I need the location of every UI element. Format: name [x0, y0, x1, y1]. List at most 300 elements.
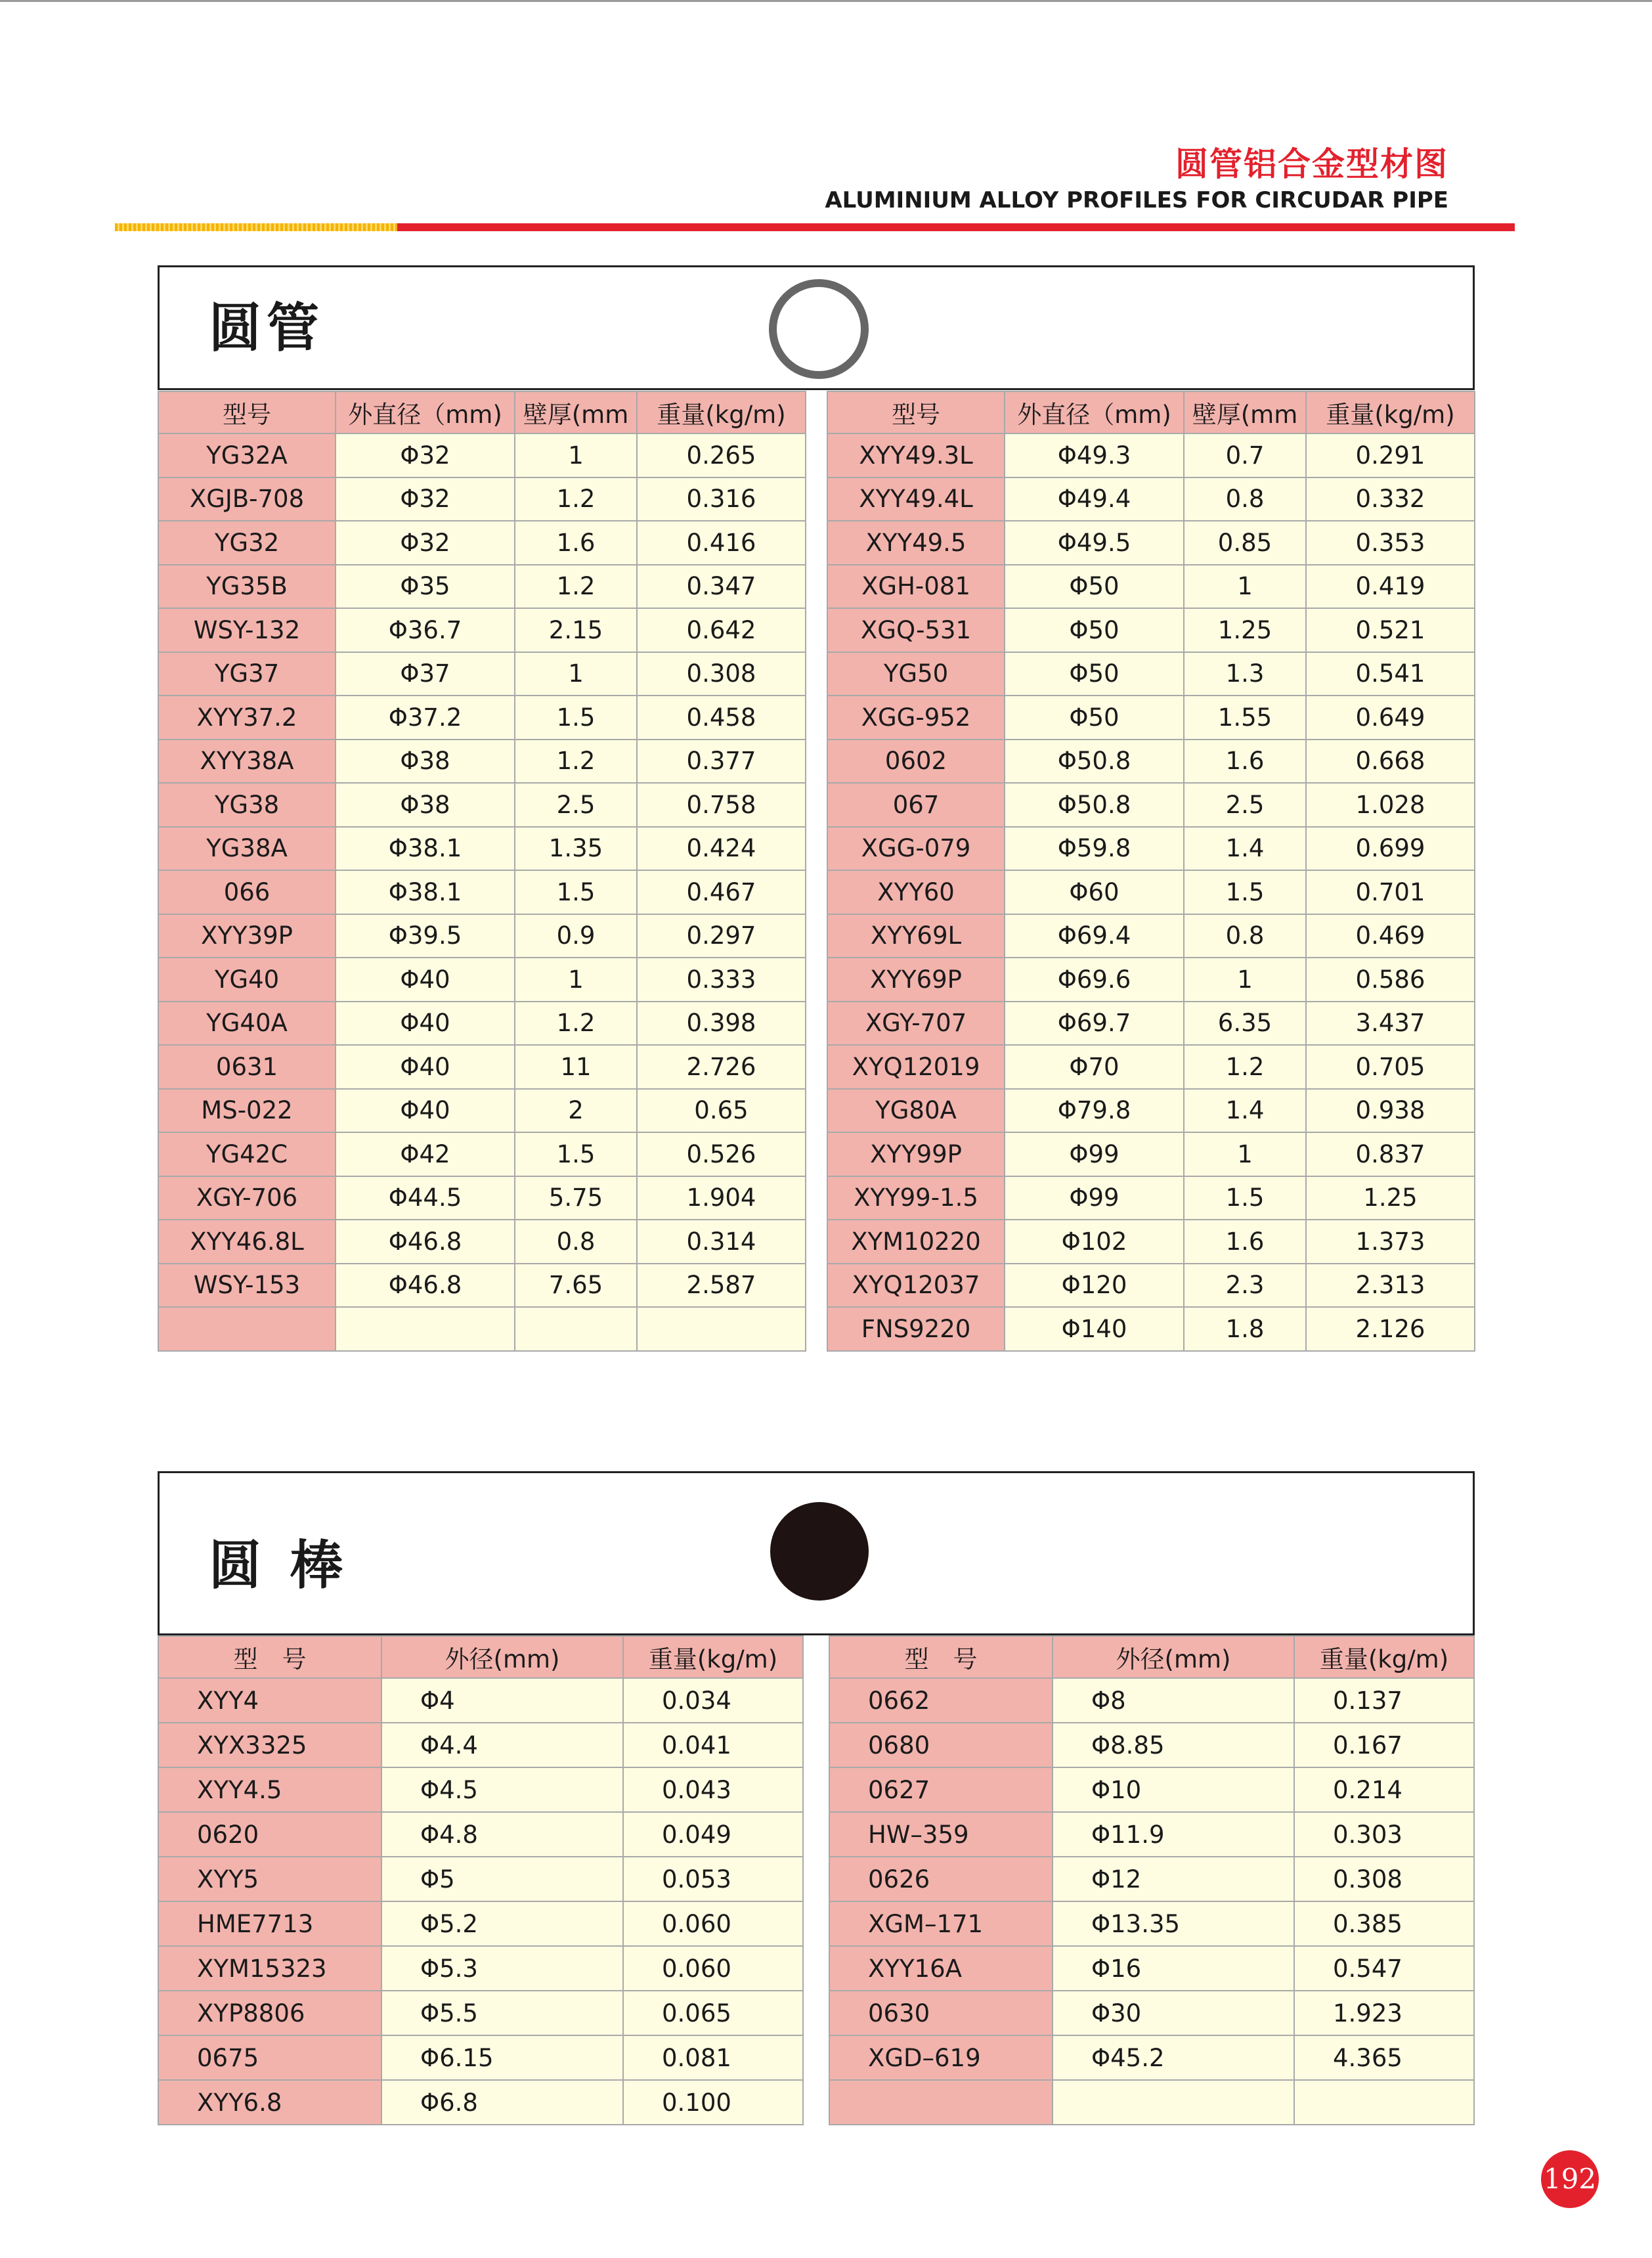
value-cell: 1.373 [1306, 1220, 1475, 1264]
value-cell: Φ38 [336, 740, 515, 784]
table-row [827, 914, 1475, 958]
value-cell: 1 [1184, 958, 1306, 1002]
model-cell: YG32A [158, 433, 336, 477]
value-cell: Φ6.15 [381, 2035, 623, 2080]
value-cell: Φ46.8 [336, 1220, 515, 1264]
value-cell: 0.758 [637, 783, 806, 827]
model-cell: YG50 [827, 652, 1005, 696]
pipe-table-left [158, 391, 806, 1352]
value-cell: 0.385 [1294, 1901, 1474, 1946]
model-cell: XYY38A [158, 740, 336, 784]
value-cell: Φ40 [336, 1045, 515, 1089]
column-header: 重量(kg/m) [623, 1636, 803, 1678]
table-row [827, 1045, 1475, 1089]
value-cell: Φ5.2 [381, 1901, 623, 1946]
table-row [827, 1176, 1475, 1220]
table-row [158, 958, 806, 1002]
model-cell: HME7713 [158, 1901, 381, 1946]
value-cell: 0.547 [1294, 1946, 1474, 1991]
table-row [827, 740, 1475, 784]
value-cell: 1 [1184, 1132, 1306, 1176]
value-cell: 2.126 [1306, 1307, 1475, 1351]
value-cell: Φ79.8 [1005, 1089, 1184, 1133]
value-cell: Φ38.1 [336, 870, 515, 914]
table-row [827, 783, 1475, 827]
model-cell: XYY5 [158, 1857, 381, 1901]
table-row [827, 1220, 1475, 1264]
value-cell: 0.586 [1306, 958, 1475, 1002]
value-cell: Φ69.4 [1005, 914, 1184, 958]
column-header: 型号 [158, 391, 336, 433]
value-cell: 0.699 [1306, 827, 1475, 871]
table-row [158, 1946, 803, 1991]
value-cell: 0.701 [1306, 870, 1475, 914]
value-cell: 0.060 [623, 1901, 803, 1946]
value-cell: Φ4 [381, 1678, 623, 1723]
value-cell: 0.034 [623, 1678, 803, 1723]
table-row [158, 827, 806, 871]
column-header: 外直径（mm) [1005, 391, 1184, 433]
model-cell: XYY69P [827, 958, 1005, 1002]
bar-section-title: 圆 棒 [209, 1535, 348, 1596]
value-cell: 0.467 [637, 870, 806, 914]
value-cell: 0.308 [637, 652, 806, 696]
header-divider-bar [115, 223, 1515, 231]
table-header-row [829, 1636, 1474, 1678]
value-cell: 0.167 [1294, 1723, 1474, 1767]
value-cell: 1.55 [1184, 696, 1306, 740]
top-rule [0, 0, 1652, 2]
value-cell: 6.35 [1184, 1002, 1306, 1046]
table-row [827, 1264, 1475, 1308]
value-cell: 1.35 [515, 827, 637, 871]
value-cell: 0.8 [515, 1220, 637, 1264]
value-cell: 1.4 [1184, 827, 1306, 871]
value-cell: Φ37.2 [336, 696, 515, 740]
value-cell: Φ50.8 [1005, 783, 1184, 827]
value-cell: 0.8 [1184, 477, 1306, 521]
table-row [827, 827, 1475, 871]
value-cell: Φ102 [1005, 1220, 1184, 1264]
table-row [158, 783, 806, 827]
table-row [158, 740, 806, 784]
table-row [829, 2080, 1474, 2125]
value-cell: Φ32 [336, 521, 515, 565]
pipe-table-right [827, 391, 1475, 1352]
value-cell: 1.4 [1184, 1089, 1306, 1133]
table-row [827, 1307, 1475, 1351]
value-cell: Φ37 [336, 652, 515, 696]
value-cell: 1.5 [1184, 870, 1306, 914]
value-cell: Φ36.7 [336, 608, 515, 652]
value-cell: 1 [515, 958, 637, 1002]
model-cell: XYY4 [158, 1678, 381, 1723]
value-cell: 1 [515, 433, 637, 477]
value-cell: Φ49.5 [1005, 521, 1184, 565]
value-cell: 1 [515, 652, 637, 696]
value-cell: 0.649 [1306, 696, 1475, 740]
model-cell: YG37 [158, 652, 336, 696]
bar-table-left [158, 1635, 804, 2125]
value-cell: Φ13.35 [1053, 1901, 1294, 1946]
table-row [158, 1857, 803, 1901]
value-cell: 0.7 [1184, 433, 1306, 477]
model-cell: 0620 [158, 1812, 381, 1857]
table-row [829, 1857, 1474, 1901]
model-cell: XYM15323 [158, 1946, 381, 1991]
value-cell: 0.137 [1294, 1678, 1474, 1723]
model-cell: XYY49.4L [827, 477, 1005, 521]
value-cell: 2.726 [637, 1045, 806, 1089]
value-cell: 1.028 [1306, 783, 1475, 827]
table-header-row [158, 1636, 803, 1678]
value-cell: 1 [1184, 565, 1306, 609]
value-cell: Φ38.1 [336, 827, 515, 871]
table-row [158, 652, 806, 696]
value-cell: Φ6.8 [381, 2080, 623, 2125]
table-row [827, 521, 1475, 565]
table-row [827, 1089, 1475, 1133]
table-row [158, 870, 806, 914]
value-cell: 0.314 [637, 1220, 806, 1264]
column-header: 外径(mm) [1053, 1636, 1294, 1678]
value-cell: Φ50 [1005, 696, 1184, 740]
model-cell: YG80A [827, 1089, 1005, 1133]
model-cell: XYY16A [829, 1946, 1053, 1991]
value-cell: 2.587 [637, 1264, 806, 1308]
value-cell: Φ4.4 [381, 1723, 623, 1767]
value-cell: Φ35 [336, 565, 515, 609]
value-cell: 0.065 [623, 1991, 803, 2035]
model-cell [158, 1307, 336, 1351]
column-header: 重量(kg/m) [1306, 391, 1475, 433]
model-cell: XYM10220 [827, 1220, 1005, 1264]
value-cell: Φ70 [1005, 1045, 1184, 1089]
table-row [158, 477, 806, 521]
page-title-en: ALUMINIUM ALLOY PROFILES FOR CIRCUDAR PIPE [825, 187, 1448, 213]
model-cell: MS-022 [158, 1089, 336, 1133]
value-cell: 1.8 [1184, 1307, 1306, 1351]
table-header-row [158, 391, 806, 433]
pipe-section-header [158, 265, 1475, 390]
bar-section-header [158, 1471, 1475, 1635]
value-cell: 0.424 [637, 827, 806, 871]
model-cell: WSY-132 [158, 608, 336, 652]
model-cell: XYY99-1.5 [827, 1176, 1005, 1220]
model-cell: 0675 [158, 2035, 381, 2080]
model-cell: XYY99P [827, 1132, 1005, 1176]
model-cell: XYY49.3L [827, 433, 1005, 477]
value-cell: 1.2 [515, 1002, 637, 1046]
value-cell: 0.214 [1294, 1767, 1474, 1812]
value-cell: Φ5.3 [381, 1946, 623, 1991]
table-row [158, 1307, 806, 1351]
value-cell: 1.6 [515, 521, 637, 565]
value-cell: 1.25 [1184, 608, 1306, 652]
pipe-section-title: 圆管 [209, 298, 324, 359]
value-cell: 0.9 [515, 914, 637, 958]
value-cell: Φ60 [1005, 870, 1184, 914]
value-cell: 0.053 [623, 1857, 803, 1901]
column-header: 壁厚(mm [1184, 391, 1306, 433]
model-cell: XYY4.5 [158, 1767, 381, 1812]
value-cell: 2 [515, 1089, 637, 1133]
hollow-pipe-icon [769, 279, 869, 379]
model-cell [829, 2080, 1053, 2125]
column-header: 外径(mm) [381, 1636, 623, 1678]
table-row [158, 914, 806, 958]
value-cell: 2.5 [515, 783, 637, 827]
column-header: 重量(kg/m) [1294, 1636, 1474, 1678]
value-cell: Φ50 [1005, 652, 1184, 696]
value-cell: Φ42 [336, 1132, 515, 1176]
table-row [827, 1002, 1475, 1046]
model-cell: 066 [158, 870, 336, 914]
model-cell: XGM–171 [829, 1901, 1053, 1946]
value-cell: Φ50 [1005, 565, 1184, 609]
value-cell: 4.365 [1294, 2035, 1474, 2080]
value-cell: Φ140 [1005, 1307, 1184, 1351]
value-cell: 0.8 [1184, 914, 1306, 958]
value-cell: Φ32 [336, 477, 515, 521]
header-dotted-segment [115, 223, 397, 231]
value-cell: Φ8.85 [1053, 1723, 1294, 1767]
model-cell: 0662 [829, 1678, 1053, 1723]
table-row [827, 565, 1475, 609]
value-cell: 7.65 [515, 1264, 637, 1308]
model-cell: HW–359 [829, 1812, 1053, 1857]
solid-bar-icon [770, 1502, 869, 1601]
value-cell: Φ99 [1005, 1176, 1184, 1220]
value-cell: 0.347 [637, 565, 806, 609]
value-cell: Φ11.9 [1053, 1812, 1294, 1857]
value-cell: 0.308 [1294, 1857, 1474, 1901]
value-cell: Φ4.5 [381, 1767, 623, 1812]
model-cell: 0630 [829, 1991, 1053, 2035]
value-cell: 0.316 [637, 477, 806, 521]
model-cell: XGD–619 [829, 2035, 1053, 2080]
value-cell [336, 1307, 515, 1351]
value-cell: 0.332 [1306, 477, 1475, 521]
model-cell: 0602 [827, 740, 1005, 784]
value-cell: Φ69.6 [1005, 958, 1184, 1002]
value-cell: Φ44.5 [336, 1176, 515, 1220]
model-cell: XYP8806 [158, 1991, 381, 2035]
table-row [158, 1220, 806, 1264]
value-cell: 1.5 [1184, 1176, 1306, 1220]
value-cell: Φ30 [1053, 1991, 1294, 2035]
value-cell: 0.049 [623, 1812, 803, 1857]
model-cell: 067 [827, 783, 1005, 827]
value-cell: 2.313 [1306, 1264, 1475, 1308]
table-row [158, 1678, 803, 1723]
value-cell: Φ40 [336, 1002, 515, 1046]
table-row [829, 1723, 1474, 1767]
table-row [829, 1946, 1474, 1991]
value-cell: 0.541 [1306, 652, 1475, 696]
value-cell: 0.521 [1306, 608, 1475, 652]
value-cell: 1.5 [515, 1132, 637, 1176]
bar-table-right [829, 1635, 1475, 2125]
value-cell: 2.15 [515, 608, 637, 652]
value-cell: Φ4.8 [381, 1812, 623, 1857]
value-cell: 0.265 [637, 433, 806, 477]
value-cell: 0.377 [637, 740, 806, 784]
value-cell: Φ32 [336, 433, 515, 477]
value-cell [515, 1307, 637, 1351]
value-cell: Φ40 [336, 958, 515, 1002]
value-cell: 0.526 [637, 1132, 806, 1176]
model-cell: FNS9220 [827, 1307, 1005, 1351]
model-cell: XGY-707 [827, 1002, 1005, 1046]
model-cell: XYY6.8 [158, 2080, 381, 2125]
table-row [827, 477, 1475, 521]
value-cell: Φ59.8 [1005, 827, 1184, 871]
value-cell: 0.043 [623, 1767, 803, 1812]
table-row [158, 1132, 806, 1176]
table-row [158, 433, 806, 477]
table-row [827, 608, 1475, 652]
value-cell: Φ69.7 [1005, 1002, 1184, 1046]
table-row [158, 2080, 803, 2125]
value-cell: Φ46.8 [336, 1264, 515, 1308]
value-cell: 11 [515, 1045, 637, 1089]
table-row [158, 1901, 803, 1946]
model-cell: XYQ12037 [827, 1264, 1005, 1308]
column-header: 型 号 [158, 1636, 381, 1678]
value-cell: 0.837 [1306, 1132, 1475, 1176]
value-cell: 1.2 [1184, 1045, 1306, 1089]
value-cell: Φ39.5 [336, 914, 515, 958]
table-row [829, 1678, 1474, 1723]
value-cell: 0.642 [637, 608, 806, 652]
value-cell: Φ12 [1053, 1857, 1294, 1901]
model-cell: XGH-081 [827, 565, 1005, 609]
table-row [827, 870, 1475, 914]
table-row [829, 1812, 1474, 1857]
model-cell: YG35B [158, 565, 336, 609]
table-row [827, 958, 1475, 1002]
value-cell: 0.060 [623, 1946, 803, 1991]
model-cell: XYY39P [158, 914, 336, 958]
value-cell: Φ5 [381, 1857, 623, 1901]
value-cell: Φ49.4 [1005, 477, 1184, 521]
value-cell: 2.3 [1184, 1264, 1306, 1308]
model-cell: XGY-706 [158, 1176, 336, 1220]
value-cell: 5.75 [515, 1176, 637, 1220]
value-cell: Φ45.2 [1053, 2035, 1294, 2080]
column-header: 型 号 [829, 1636, 1053, 1678]
value-cell: Φ50.8 [1005, 740, 1184, 784]
value-cell: Φ16 [1053, 1946, 1294, 1991]
table-row [158, 1991, 803, 2035]
column-header: 外直径（mm) [336, 391, 515, 433]
value-cell: Φ10 [1053, 1767, 1294, 1812]
value-cell [1053, 2080, 1294, 2125]
value-cell: 0.65 [637, 1089, 806, 1133]
value-cell: 1.3 [1184, 652, 1306, 696]
value-cell: Φ5.5 [381, 1991, 623, 2035]
value-cell [1294, 2080, 1474, 2125]
table-row [829, 1767, 1474, 1812]
model-cell: XYY46.8L [158, 1220, 336, 1264]
model-cell: 0627 [829, 1767, 1053, 1812]
model-cell: YG38 [158, 783, 336, 827]
table-row [158, 521, 806, 565]
model-cell: YG38A [158, 827, 336, 871]
model-cell: XYX3325 [158, 1723, 381, 1767]
model-cell: 0631 [158, 1045, 336, 1089]
model-cell: YG42C [158, 1132, 336, 1176]
value-cell: Φ38 [336, 783, 515, 827]
value-cell: 0.100 [623, 2080, 803, 2125]
value-cell: 0.398 [637, 1002, 806, 1046]
value-cell: 1.5 [515, 696, 637, 740]
value-cell: 0.303 [1294, 1812, 1474, 1857]
table-row [158, 2035, 803, 2080]
page-number-badge: 192 [1541, 2150, 1599, 2208]
model-cell: XYQ12019 [827, 1045, 1005, 1089]
value-cell: 3.437 [1306, 1002, 1475, 1046]
table-row [158, 1723, 803, 1767]
table-row [158, 1002, 806, 1046]
value-cell: 0.668 [1306, 740, 1475, 784]
value-cell: 1.2 [515, 740, 637, 784]
value-cell [637, 1307, 806, 1351]
table-row [158, 1045, 806, 1089]
value-cell: 0.938 [1306, 1089, 1475, 1133]
table-row [158, 608, 806, 652]
model-cell: YG40 [158, 958, 336, 1002]
value-cell: 0.353 [1306, 521, 1475, 565]
table-row [158, 696, 806, 740]
value-cell: 1.2 [515, 477, 637, 521]
value-cell: 0.333 [637, 958, 806, 1002]
value-cell: 0.469 [1306, 914, 1475, 958]
value-cell: 1.5 [515, 870, 637, 914]
table-row [158, 1264, 806, 1308]
model-cell: YG32 [158, 521, 336, 565]
value-cell: 2.5 [1184, 783, 1306, 827]
model-cell: 0626 [829, 1857, 1053, 1901]
value-cell: Φ40 [336, 1089, 515, 1133]
value-cell: 0.081 [623, 2035, 803, 2080]
table-row [827, 433, 1475, 477]
column-header: 型号 [827, 391, 1005, 433]
value-cell: 1.904 [637, 1176, 806, 1220]
model-cell: 0680 [829, 1723, 1053, 1767]
column-header: 重量(kg/m) [637, 391, 806, 433]
model-cell: XYY37.2 [158, 696, 336, 740]
table-row [827, 652, 1475, 696]
page-title-cn: 圆管铝合金型材图 [1175, 145, 1448, 183]
value-cell: Φ99 [1005, 1132, 1184, 1176]
value-cell: 0.458 [637, 696, 806, 740]
model-cell: XYY60 [827, 870, 1005, 914]
table-row [829, 1901, 1474, 1946]
value-cell: 1.6 [1184, 740, 1306, 784]
model-cell: XGG-079 [827, 827, 1005, 871]
value-cell: Φ50 [1005, 608, 1184, 652]
table-row [827, 696, 1475, 740]
value-cell: 1.25 [1306, 1176, 1475, 1220]
value-cell: 0.297 [637, 914, 806, 958]
model-cell: XYY69L [827, 914, 1005, 958]
table-row [158, 1089, 806, 1133]
table-row [158, 1176, 806, 1220]
model-cell: XGQ-531 [827, 608, 1005, 652]
table-header-row [827, 391, 1475, 433]
